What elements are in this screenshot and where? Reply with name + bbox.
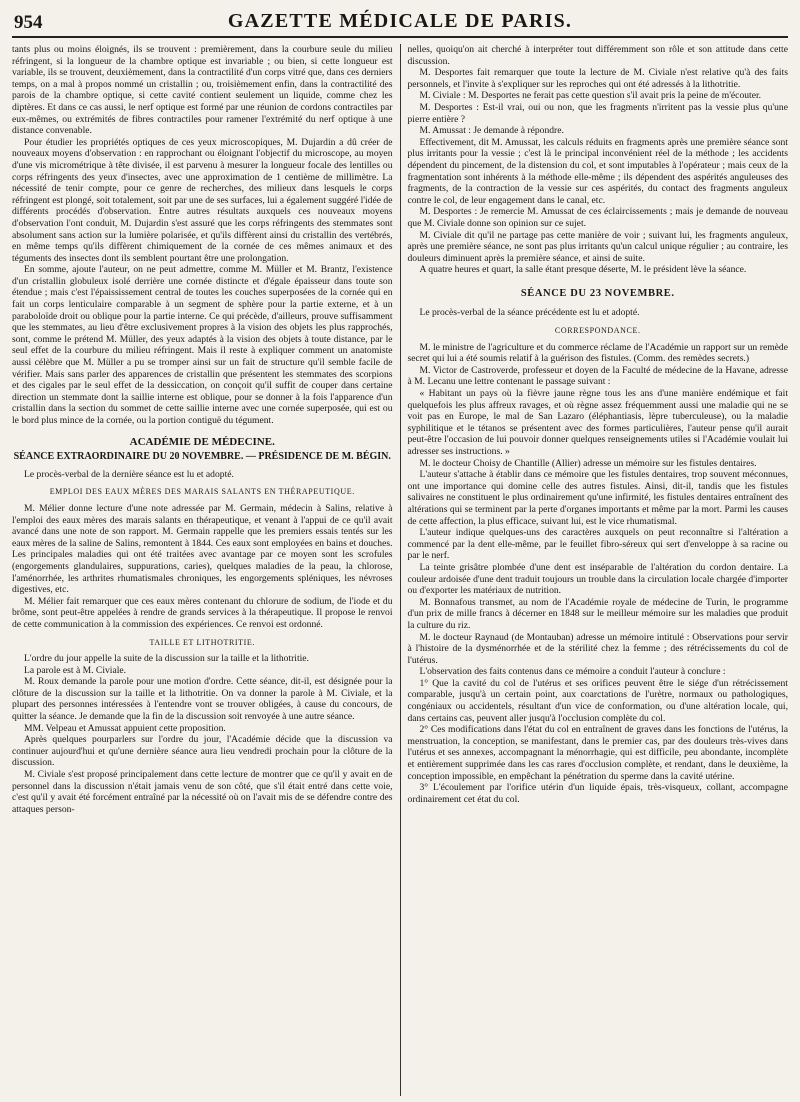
paragraph: M. Bonnafous transmet, au nom de l'Académie royale de médecine de Turin, le programme d'un prix de mille francs à décerner en 1848 sur le meilleur mémoire sur les maladies que produit la culture du riz.	[407, 596, 788, 631]
paragraph: La parole est à M. Civiale.	[24, 664, 127, 676]
paragraph: L'auteur s'attache à établir dans ce mémoire que les fistules dentaires, trop souvent méconnues, ont une importance qui domine celle des autres fistules. Ainsi, dit-il, tandis que les fistules salivaires ne constituent le plus ordinairement qu'une infirmité, les fistules dentaires entraînent des altérations qui se terminent par la perte d'organes importants et même par la mort. Parmi les causes de cette affection, la plus efficace, suivant lui, est le vice rhumatismal.	[407, 469, 788, 527]
paragraph: M. Amussat : Je demande à répondre.	[419, 125, 564, 137]
paragraph: L'ordre du jour appelle la suite de la discussion sur la taille et la lithotritie.	[24, 653, 309, 665]
paragraph: La teinte grisâtre plombée d'une dent est inséparable de l'altération du cordon dentaire. La couleur ardoisée d'une dent traduit toujours un trouble dans la circulation locale chargée d'importer ou d'exporter les matériaux de nutrition.	[407, 561, 788, 597]
paragraph: M. Civiale s'est proposé principalement dans cette lecture de montrer que ce qu'il y avait en de personnel dans la discussion n'était jamais venu de son côté, que s'il était entré dans cette voie, c'est qu'il y avait été forcément entraîné par la nécessité où on l'avait mis de se défendre contre des attaques person-	[12, 769, 393, 815]
session-heading: SÉANCE EXTRAORDINAIRE DU 20 NOVEMBRE. — PRÉSIDENCE DE M. BÉGIN.	[13, 451, 391, 463]
paragraph: M. Roux demande la parole pour une motion d'ordre. Cette séance, dit-il, est désignée pour la clôture de la discussion sur la taille et la lithotritie. On va donner la parole à M. Civiale, et la plupart des personnes intéressées à l'entendre vont se trouver obligées, à cause du concours, de quitter la séance. Je demande que la fin de la discussion soit renvoyée à une autre séance.	[12, 676, 393, 723]
paragraph: M. Desportes fait remarquer que toute la lecture de M. Civiale n'est relative qu'à des faits personnels, et l'invite à s'expliquer sur les reproches qui ont été adressés à la lithotritie.	[407, 67, 788, 90]
paragraph: M. le docteur Raynaud (de Montauban) adresse un mémoire intitulé : Observations pour servir à l'histoire de la dysménorrhée et de la stérilité chez la femme ; des rétrécissements du col de l'utérus.	[407, 631, 788, 666]
article-columns	[12, 44, 788, 1096]
paragraph: 3° L'écoulement par l'orifice utérin d'un liquide épais, très-visqueux, collant, accompagne ordinairement cet état du col.	[407, 782, 788, 805]
paragraph: M. le ministre de l'agriculture et du commerce réclame de l'Académie un rapport sur un remède secret qui lui a été soumis relatif à la guérison des fistules. (Comm. des remèdes secrets.)	[407, 341, 788, 365]
paragraph: Le procès-verbal de la séance précédente est lu et adopté.	[419, 307, 640, 319]
journal-title: GAZETTE MÉDICALE DE PARIS.	[227, 10, 573, 32]
paragraph: En somme, ajoute l'auteur, on ne peut admettre, comme M. Müller et M. Brantz, l'existence d'un cristallin globuleux isolé derrière une cornée distincte et d'égale épaisseur dans toute son étendue ; mais c'est l'épaississement central de toutes les couches superposées de la cornée qui en fait un corps lenticulaire comparable à un segment de sphère pour la partie externe, et à un paraboloïde droit ou oblique pour la partie interne. Ce qui précède, d'ailleurs, prouve suffisamment que les stemmates, au lieu d'être exclusivement propres à la vision des objets les plus rapprochés, sont, comme le prétend M. Müller, des yeux adaptés à la vision des objets à toute distance, par le seul effet de la courbure du milieu réfringent. Mais il reste à expliquer comment un anatomiste aussi célèbre que M. Müller a pu se tromper ainsi sur un fait de structure qu'il semble facile de vérifier. Mais sans parler des apparences de cristallin que présentent les stemmates des scorpions et des cigales par le seul effet de la dessiccation, on conçoit qu'il suffit de couper dans certaine direction un stemmate dont la saillie interne est oblique, pour se donner à la fois l'apparence d'un cristallin dans la section du sommet de cette saillie interne avec une cornée superposée, qui est ou le bord plus mince de la cornée, ou la portion contiguë du tégument.	[12, 264, 393, 426]
column-divider	[400, 44, 401, 1096]
left-column	[12, 44, 393, 1096]
paragraph: M. Civiale dit qu'il ne partage pas cette manière de voir ; suivant lui, les fragments anguleux, après une première séance, ne sont pas plus irritants qu'un calcul unique régulier ; au contraire, les douleurs diminuent après la première séance, et ainsi de suite.	[407, 229, 788, 264]
paragraph: « Habitant un pays où la fièvre jaune règne tous les ans d'une manière endémique et fait quelquefois les plus affreux ravages, et où règne assez fréquemment aussi une maladie qui ne se voit pas en Europe, le mal de San Lazaro (éléphantiasis, lèpre tuberculeuse), ou la maladie syphilitique et le tétanos se présentent avec des formes particulières, l'auteur pense qu'il aurait peut-être l'occasion de lui pouvoir donner quelques renseignements utiles si l'Académie voulait lui adresser ses instructions. »	[407, 388, 788, 457]
paragraph: L'observation des faits contenus dans ce mémoire a conduit l'auteur à conclure :	[419, 666, 726, 678]
right-column	[407, 44, 788, 1096]
paragraph: M. Desportes : Je remercie M. Amussat de ces éclaircissements ; mais je demande de nouveau que M. Civiale donne son opinion sur ce sujet.	[407, 206, 788, 229]
paragraph: Effectivement, dit M. Amussat, les calculs réduits en fragments après une première séance sont plus irritants pour la vessie ; c'est là le principal inconvénient réel de la méthode ; les accidents dépendent du pincement, de la distension du col, et sont imputables à l'opérateur ; mais ceux de la fragmentation sont inhérents à la méthode elle-même ; ils dépendent des aspérités anguleuses des fragments, de la contraction de la vessie sur ces aspérités, du contact des fragments anguleux contre le col, de leur engagement dans le canal, etc.	[407, 136, 788, 206]
paragraph: Le procès-verbal de la dernière séance est lu et adopté.	[24, 468, 234, 480]
paragraph: nelles, quoiqu'on ait cherché à interpréter tout différemment son rôle et son attitude dans cette discussion.	[407, 44, 788, 67]
paragraph: M. Mélier donne lecture d'une note adressée par M. Germain, médecin à Salins, relative à l'emploi des eaux mères des marais salants en thérapeutique, et venant à l'appui de ce qu'il avait avancé dans une note de son rapport. M. Germain rappelle que les premiers essais tentés sur les eaux mères de la saline de Salins, remontent à 1844. Ces eaux sont employées en bains et douches. Les principales maladies qui ont été traitées avec avantage par ce moyen sont les scrofules (engorgements glandulaires, suppurations, caries), quelques maladies de la peau, la chlorose, l'aménorrhée, les arthrites rhumatismales chroniques, les engorgements spléniques, les névroses digestives, etc.	[12, 502, 393, 596]
page-number: 954	[14, 12, 43, 33]
section-heading-academie: ACADÉMIE DE MÉDECINE.	[129, 435, 275, 448]
paragraph: A quatre heures et quart, la salle étant presque déserte, M. le président lève la séance.	[419, 264, 747, 276]
paragraph: M. Civiale : M. Desportes ne ferait pas cette question s'il avait pris la peine de m'écouter.	[419, 90, 762, 102]
paragraph: M. Victor de Castroverde, professeur et doyen de la Faculté de médecine de la Havane, adresse à M. Lecanu une lettre contenant le passage suivant :	[407, 364, 788, 388]
paragraph: 2° Ces modifications dans l'état du col en entraînent de graves dans les fonctions de l'utérus, la menstruation, la conception, se manifestant, dans le premier cas, par des douleurs très-vives dans l'utérus et ses annexes, accompagnant la ménorrhagie, qui est difficile, peu abondante, incomplète et entièrement supprimée dans les cas rares d'occlusion complète, et rendant, dans le deuxième, la conception impossible, en empêchant la pénétration du sperme dans la cavité utérine.	[407, 724, 788, 782]
paragraph: M. Mélier fait remarquer que ces eaux mères contenant du chlorure de sodium, de l'iode et du brôme, sont peut-être appelées à rendre de grands services à la thérapeutique. Il propose le renvoi de cette communication à la commission des expériences. Ce renvoi est ordonné.	[12, 595, 393, 630]
page-header	[12, 10, 788, 38]
paragraph: L'auteur indique quelques-uns des caractères auxquels on peut reconnaître si l'altération a commencé par la dent elle-même, par le feuillet fibro-séreux qui sert d'enveloppe à sa racine ou par le nerf.	[407, 527, 788, 562]
paragraph: tants plus ou moins éloignés, ils se trouvent : premièrement, dans la courbure seule du milieu réfringent, si la longueur de la chambre optique est invariable ; ou bien, si cette longueur est variable, ils se trouvent, deuxièmement, dans la contractilité d'un corps vitré que, dans ces derniers temps, on a mal à propos nommé un cristallin ; ou, troisièmement enfin, dans la contractilité des parois de la chambre optique, si cette cavité contient seulement un liquide, comme chez les diptères. Et dans ce cas aussi, le nerf optique est formé par une réunion de cordons contractiles par eux-mêmes, ou extrémités de fibres contractiles pour ramener l'extrémité du nerf optique à une distance convenable.	[12, 44, 393, 137]
paragraph: MM. Velpeau et Amussat appuient cette proposition.	[24, 722, 226, 734]
paragraph: 1° Que la cavité du col de l'utérus et ses orifices peuvent être le siége d'un rétrécissement comparable, jusqu'à un certain point, aux coarctations de l'urètre, normaux ou pathologiques, congéniaux ou accidentels, résultant d'un vice de conformation, ou d'une altération locale, qui, dans certains cas, peuvent aller jusqu'à l'occlusion complète du col.	[407, 677, 788, 724]
subsection-heading-taille: TAILLE ET LITHOTRITIE.	[149, 637, 255, 647]
paragraph: Après quelques pourparlers sur l'ordre du jour, l'Académie décide que la discussion va continuer aujourd'hui et qu'une dernière séance aura lieu vendredi prochain pour la clôture de la discussion.	[12, 734, 393, 769]
paragraph: M. le docteur Choisy de Chantille (Allier) adresse un mémoire sur les fistules dentaires.	[419, 457, 757, 469]
paragraph: Pour étudier les propriétés optiques de ces yeux microscopiques, M. Dujardin a dû créer de nouveaux moyens d'observation : en rapprochant ou éloignant l'objectif du microscope, au moyen d'une vis micrométrique à tête divisée, il est parvenu à mesurer la longueur focale des lentilles ou corps réfringents des yeux d'insectes, avec une approximation de 1 centième de millimètre. La nécessité de tenir compte, pour ce genre de recherches, des milieux dans lesquels le corps réfringent est plongé, soit totalement, soit par une de ses surfaces, lui a également suggéré l'idée de différents procédés d'observation. Entre autres résultats auxquels ces nouveaux moyens d'observation l'ont conduit, M. Dujardin s'est assuré que les corps réfringents des stemmates sont absolument sans action sur la lumière polarisée, et qu'ils diffèrent ainsi du cristallin des vertébrés, en même temps qu'ils diffèrent chimiquement de la cornée de ces mêmes animaux et des téguments des insectes dont ils semblent pourtant être une prolongation.	[12, 136, 393, 264]
subsection-heading-correspondance: CORRESPONDANCE.	[554, 326, 641, 336]
session-heading: SÉANCE DU 23 NOVEMBRE.	[520, 287, 675, 299]
paragraph: M. Desportes : Est-il vrai, oui ou non, que les fragments n'irritent pas la vessie plus qu'une pierre entière ?	[407, 101, 788, 125]
subsection-heading-emploi: EMPLOI DES EAUX MÈRES DES MARAIS SALANTS EN THÉRAPEUTIQUE.	[49, 487, 355, 497]
